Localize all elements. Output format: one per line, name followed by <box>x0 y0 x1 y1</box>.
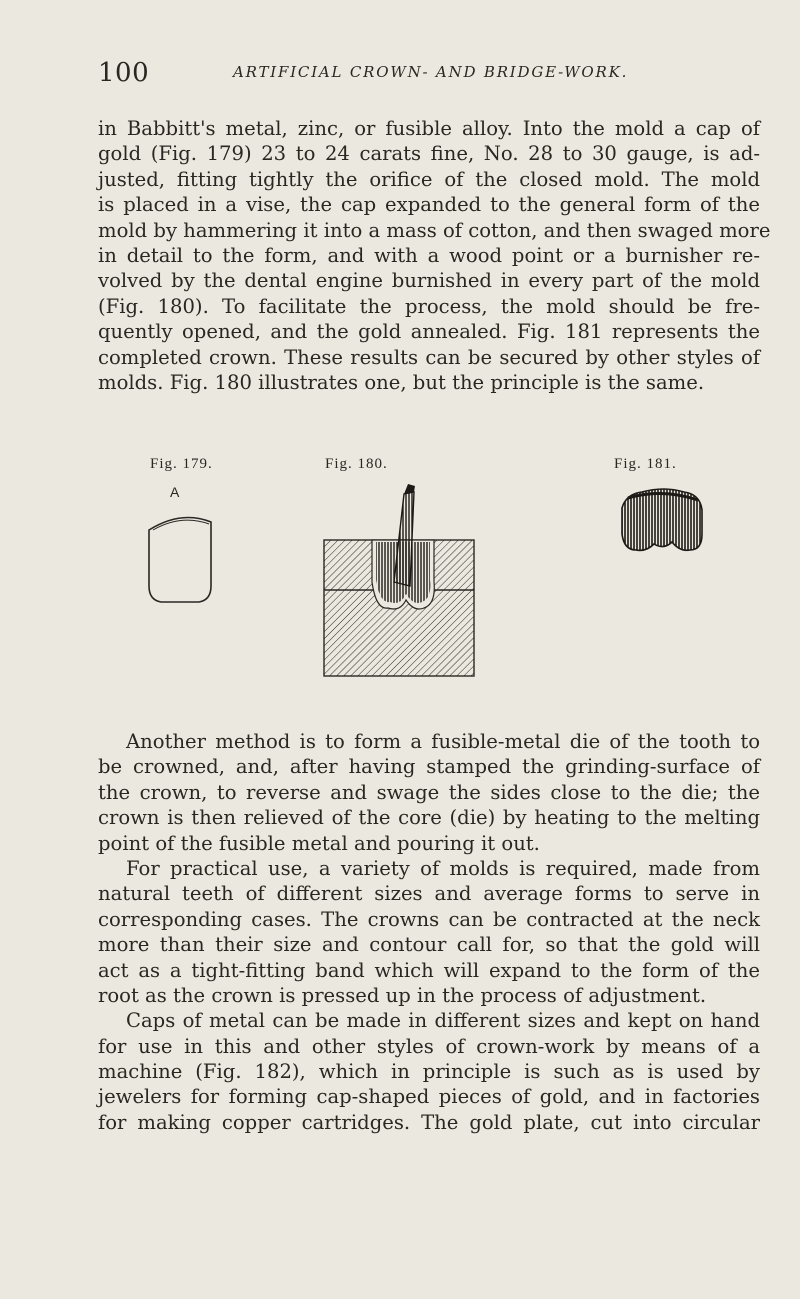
text-line: justed, fitting tightly the orifice of the closed mold. The mold <box>98 167 760 191</box>
text-line: the crown, to reverse and swage the sides close to the die; the <box>98 780 760 804</box>
text-line: point of the fusible metal and pouring it out. <box>98 831 540 855</box>
text-line: in Babbitt's metal, zinc, or fusible alloy. Into the mold a cap of <box>98 117 760 140</box>
text-line: volved by the dental engine burnished in every part of the mold <box>98 269 760 293</box>
text-line: natural teeth of different sizes and average forms to serve in <box>98 882 760 906</box>
text-line: Another method is to form a fusible-metal die of the tooth to <box>126 730 760 753</box>
text-line: quently opened, and the gold annealed. Fig. 181 represents the <box>98 320 760 344</box>
running-title: ARTIFICIAL CROWN- AND BRIDGE-WORK. <box>233 63 629 81</box>
fig-180-caption: Fig. 180. <box>325 456 388 472</box>
text-line: crown is then relieved of the core (die) by heating to the melting <box>98 806 760 830</box>
fig-179-cap-illustration <box>145 500 215 610</box>
text-line: (Fig. 180). To facilitate the process, the mold should be fre- <box>98 294 760 318</box>
text-line: machine (Fig. 182), which in principle is such as is used by <box>98 1060 760 1084</box>
page-header <box>98 58 738 94</box>
text-line: completed crown. These results can be secured by other styles of <box>98 345 760 369</box>
fig-179-caption: Fig. 179. <box>150 456 213 472</box>
text-line: gold (Fig. 179) 23 to 24 carats fine, No. 28 to 30 gauge, is ad- <box>98 142 760 166</box>
text-line: For practical use, a variety of molds is required, made from <box>126 856 760 880</box>
text-line: for making copper cartridges. The gold plate, cut into circular <box>98 1110 760 1134</box>
text-line: molds. Fig. 180 illustrates one, but the principle is the same. <box>98 370 705 394</box>
fig-179-marker: A <box>170 484 180 500</box>
text-line: jewelers for forming cap-shaped pieces of gold, and in factories <box>98 1085 760 1109</box>
fig-181-crown-illustration <box>618 484 708 556</box>
text-line: is placed in a vise, the cap expanded to the general form of the <box>98 193 760 217</box>
text-line: corresponding cases. The crowns can be contracted at the neck <box>98 907 760 931</box>
page-number: 100 <box>98 58 150 88</box>
paragraph-1 <box>98 116 771 395</box>
text-line: more than their size and contour call for, so that the gold will <box>98 933 760 957</box>
paragraph-2 <box>98 729 760 1135</box>
text-line: mold by hammering it into a mass of cotton, and then swaged more <box>98 218 771 242</box>
text-line: Caps of metal can be made in different sizes and kept on hand <box>126 1009 760 1033</box>
text-line: in detail to the form, and with a wood point or a burnisher re- <box>98 243 760 267</box>
text-line: for use in this and other styles of crown-work by means of a <box>98 1034 760 1058</box>
fig-181-caption: Fig. 181. <box>614 456 677 472</box>
text-line: be crowned, and, after having stamped the grinding-surface of <box>98 755 760 779</box>
fig-180-mold-illustration <box>318 482 488 682</box>
text-line: act as a tight-fitting band which will expand to the form of the <box>98 958 760 982</box>
text-line: root as the crown is pressed up in the process of adjustment. <box>98 983 707 1007</box>
